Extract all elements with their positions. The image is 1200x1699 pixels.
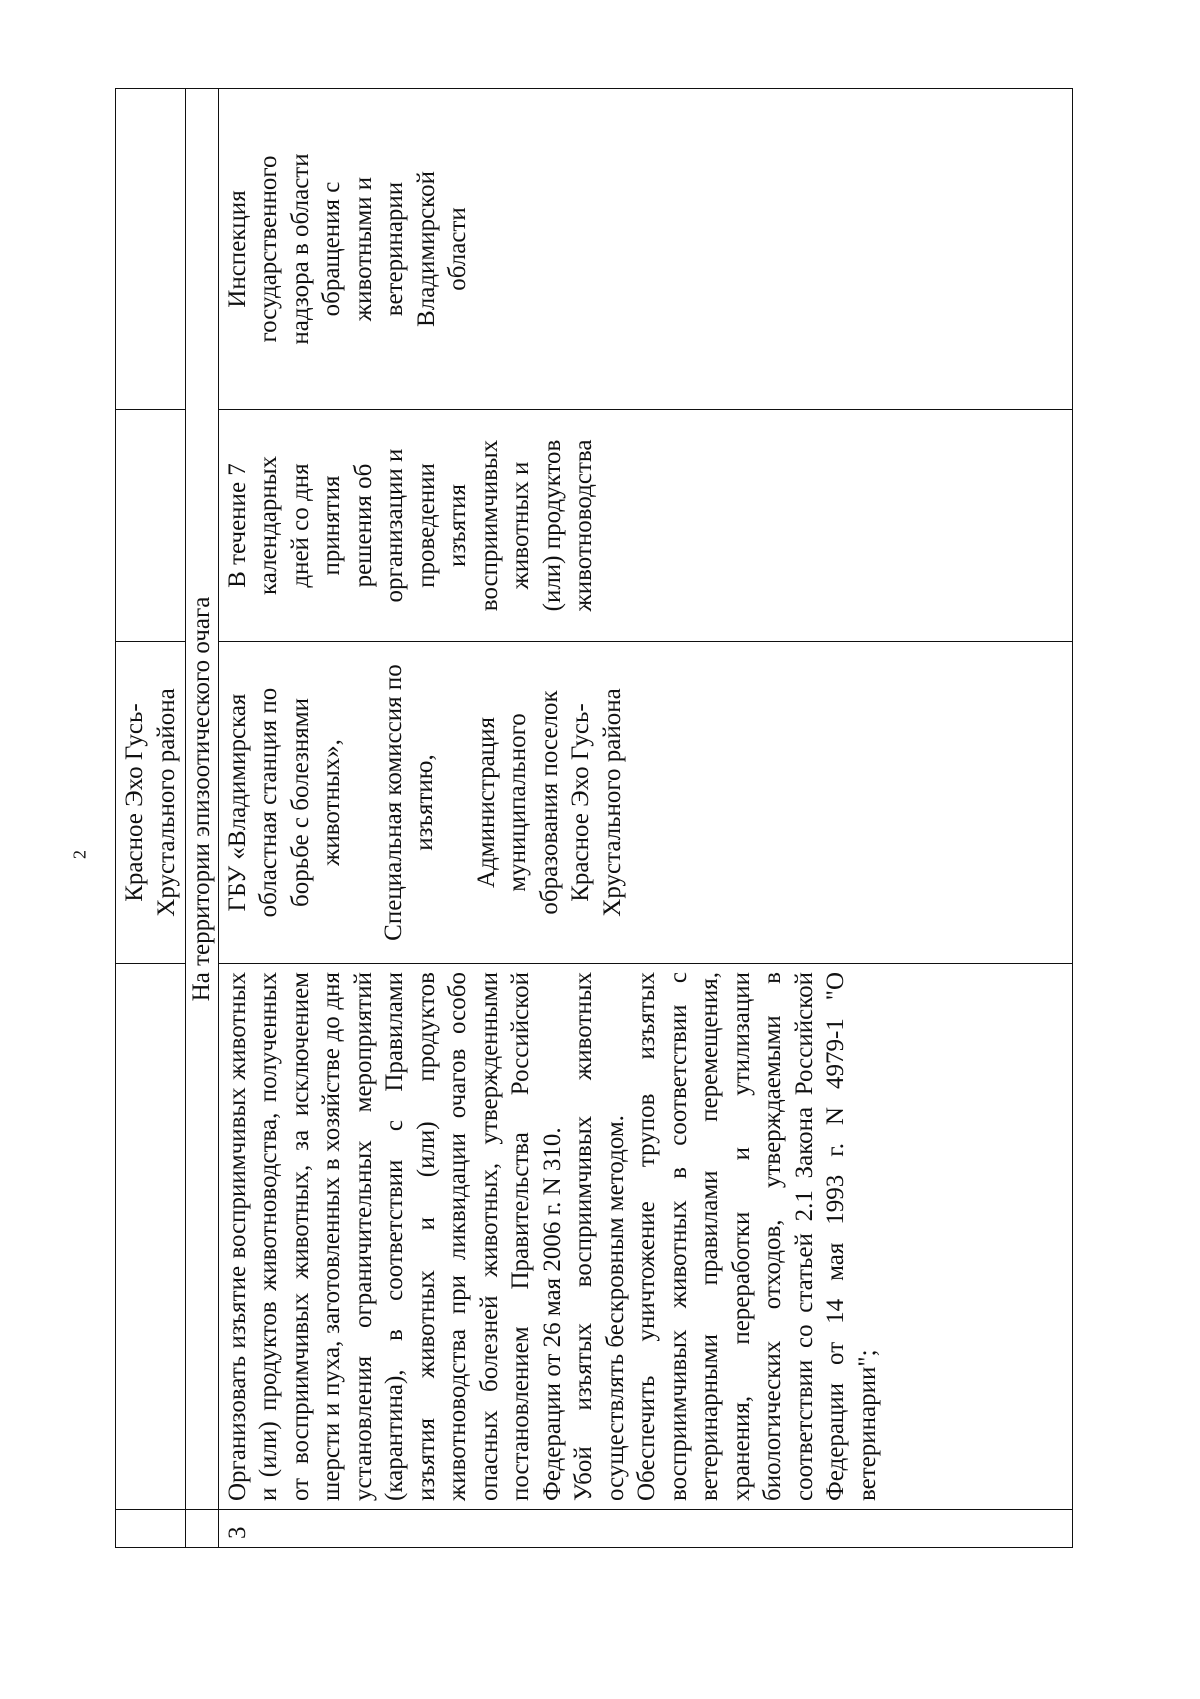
executor-cell — [218, 642, 1073, 964]
executor-line: изъятию, — [411, 754, 438, 851]
executor-line: животных», — [318, 739, 345, 866]
control-line: Инспекция — [223, 190, 251, 308]
measure-paragraph: Организовать изъятие восприимчивых животных и (или) продуктов животноводства, полученных от восприимчивых животных, за исключением шерсти и пуха, заготовленных в хозяйстве до дня установления ограничительных мероприятий (карантина), в соответствии с Правилами изъятия животных и (или) продуктов животноводства при ликвидации очагов особо опасных болезней животных, утвержденными постановлением Правительства Российской Федерации от 26 мая 2006 г. N 310. — [223, 972, 566, 1501]
measure-paragraph: Обеспечить уничтожение трупов изъятых восприимчивых животных в соответствии с ветеринарными правилами перемещения, хранения, переработки и утилизации биологических отходов, утверждаемыми в соответствии со статьей 2.1 Закона Российской Федерации от 14 мая 1993 г. N 4979-1 "О ветеринарии"; — [633, 972, 881, 1501]
header-executor-line: Красное Эхо Гусь- — [121, 703, 148, 902]
executor-line: муниципального — [504, 713, 531, 892]
executor-line: областная станция по — [255, 687, 282, 918]
control-line: Владимирской — [412, 171, 440, 327]
executor-line: Хрустального района — [598, 688, 626, 917]
section-row — [186, 89, 219, 1548]
term-cell — [218, 410, 1073, 642]
header-cell-control — [116, 89, 186, 410]
section-title: На территории эпизоотического очага — [186, 89, 219, 1510]
table-header-row — [116, 89, 186, 1548]
control-line: области — [444, 207, 471, 291]
header-cell-number — [116, 1510, 186, 1548]
control-line: надзора в области — [286, 153, 314, 345]
term-line: изъятия — [444, 483, 471, 568]
page-number: 2 — [69, 850, 90, 859]
spacer — [441, 650, 471, 955]
header-executor-line: Хрустального района — [152, 688, 180, 917]
spacer — [348, 650, 378, 955]
term-line: дней со дня — [286, 463, 314, 588]
executor-line: образования поселок — [535, 690, 563, 915]
term-line: проведении — [412, 463, 440, 588]
measure-paragraph: Убой изъятых восприимчивых животных осуществлять бескровным методом. — [570, 972, 629, 1501]
executor-line: борьбе с болезнями — [286, 698, 314, 907]
control-cell — [218, 89, 1073, 410]
control-line: животными и — [349, 176, 377, 322]
header-cell-executor — [116, 642, 186, 964]
term-line: организации и — [381, 448, 408, 603]
term-line: восприимчивых — [475, 439, 503, 612]
row-number: 3 — [218, 1510, 1073, 1548]
rotated-page — [115, 89, 1073, 1548]
term-line: В течение 7 — [223, 463, 251, 588]
measure-cell — [218, 964, 1073, 1510]
executor-line: Красное Эхо Гусь- — [567, 703, 594, 902]
executor-line: Администрация — [472, 717, 500, 888]
term-line: принятия — [318, 475, 345, 576]
executor-line: ГБУ «Владимирская — [223, 693, 251, 912]
control-line: ветеринарии — [381, 181, 408, 317]
section-cell-number — [186, 1510, 219, 1548]
executor-line: Специальная комиссия по — [379, 664, 407, 941]
header-cell-term — [116, 410, 186, 642]
term-line: (или) продуктов — [538, 439, 566, 612]
control-line: обращения с — [318, 181, 345, 317]
term-line: календарных — [255, 455, 282, 596]
table-row — [218, 89, 1073, 1548]
term-line: решения об — [349, 463, 377, 588]
term-line: животноводства — [570, 439, 597, 612]
term-line: животных и — [507, 461, 534, 590]
measures-table — [115, 88, 1073, 1548]
control-line: государственного — [255, 155, 282, 343]
header-cell-measure — [116, 964, 186, 1510]
